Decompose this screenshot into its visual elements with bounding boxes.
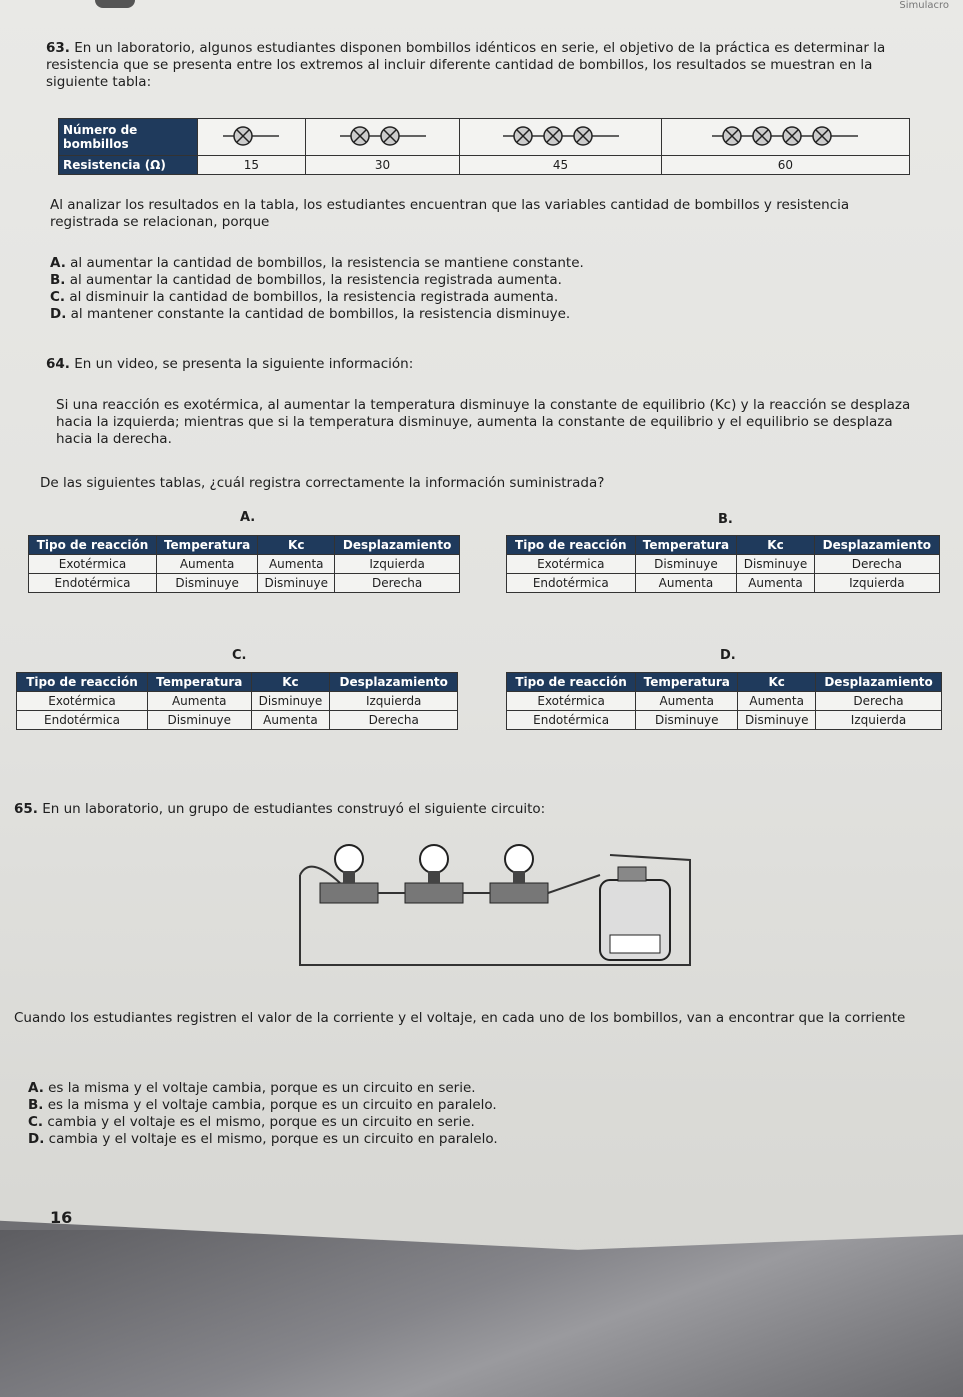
header-cell: Kc xyxy=(251,673,330,692)
q64-label-a: A. xyxy=(240,510,256,525)
q64-prompt: De las siguientes tablas, ¿cuál registra correctamente la información suministrada? xyxy=(40,475,605,491)
battery-icon xyxy=(600,867,670,960)
table-cell: Disminuye xyxy=(738,711,816,730)
table-cell: Endotérmica xyxy=(29,574,157,593)
q64-table-d[interactable] xyxy=(506,672,942,730)
q65-option-a[interactable]: A. es la misma y el voltaje cambia, porque es un circuito en serie. xyxy=(28,1080,476,1096)
table-cell: Izquierda xyxy=(335,555,460,574)
header-cell: Kc xyxy=(738,673,816,692)
q65-option-d[interactable]: D. cambia y el voltaje es el mismo, porque es un circuito en paralelo. xyxy=(28,1131,498,1147)
bulb-3-icon xyxy=(490,845,548,903)
table-cell: Aumenta xyxy=(258,555,335,574)
table-cell: Aumenta xyxy=(737,574,814,593)
circuit-wire-left xyxy=(300,867,340,883)
q64-info: Si una reacción es exotérmica, al aumentar la temperatura disminuye la constante de equilibrio (Kc) y la reacción se desplaza hacia la izquierda; mientras que si la temperatura disminuye, aumenta la constante de equilibrio y el equilibrio se desplaza hacia la derecha. xyxy=(56,397,911,447)
table-cell: Endotérmica xyxy=(507,574,636,593)
table-row xyxy=(17,692,458,711)
header-cell: Temperatura xyxy=(157,536,258,555)
table-row xyxy=(17,711,458,730)
header-cell: Temperatura xyxy=(147,673,251,692)
q63-option-c[interactable]: C. al disminuir la cantidad de bombillos, la resistencia registrada aumenta. xyxy=(50,289,559,305)
table-cell: Disminuye xyxy=(737,555,814,574)
page-number: 16 xyxy=(50,1208,73,1227)
q63-option-b[interactable]: B. al aumentar la cantidad de bombillos, la resistencia registrada aumenta. xyxy=(50,272,562,288)
q64-table-a[interactable] xyxy=(28,535,460,593)
bulb-series-2-icon xyxy=(338,124,428,148)
table-row xyxy=(29,555,460,574)
q64-table-b[interactable] xyxy=(506,535,940,593)
table-cell: Exotérmica xyxy=(17,692,148,711)
header-cell: Desplazamiento xyxy=(335,536,460,555)
table-cell: Aumenta xyxy=(636,692,738,711)
q64-label-d: D. xyxy=(720,648,736,663)
table-cell: Aumenta xyxy=(738,692,816,711)
table-cell: Endotérmica xyxy=(507,711,636,730)
bulb-series-3-icon xyxy=(501,124,621,148)
table-row xyxy=(29,574,460,593)
table-cell: Derecha xyxy=(814,555,939,574)
header-cell: Tipo de reacción xyxy=(29,536,157,555)
q64-label-c: C. xyxy=(232,648,247,663)
cell-res-1: 15 xyxy=(198,156,306,175)
table-cell: Disminuye xyxy=(635,555,737,574)
table-cell: Disminuye xyxy=(251,692,330,711)
header-cell: Kc xyxy=(737,536,814,555)
header-cell: Tipo de reacción xyxy=(17,673,148,692)
table-cell: Izquierda xyxy=(816,711,942,730)
table-cell: Aumenta xyxy=(251,711,330,730)
table-cell: Aumenta xyxy=(157,555,258,574)
header-cell: Tipo de reacción xyxy=(507,673,636,692)
cell-res-3: 45 xyxy=(460,156,661,175)
table-cell: Derecha xyxy=(330,711,458,730)
q63-options xyxy=(50,255,910,323)
header-cell: Tipo de reacción xyxy=(507,536,636,555)
table-cell: Disminuye xyxy=(147,711,251,730)
q63-option-d[interactable]: D. al mantener constante la cantidad de bombillos, la resistencia disminuye. xyxy=(50,306,571,322)
header-cell: Desplazamiento xyxy=(814,536,939,555)
table-cell: Exotérmica xyxy=(507,555,636,574)
table-row xyxy=(507,555,940,574)
cell-res-4: 60 xyxy=(661,156,909,175)
table-cell: Derecha xyxy=(816,692,942,711)
bulb-series-4-icon xyxy=(710,124,860,148)
table-cell: Exotérmica xyxy=(507,692,636,711)
table-cell: Disminuye xyxy=(157,574,258,593)
cell-bulbs-3 xyxy=(460,119,661,156)
row-label-bulbs: Número de bombillos xyxy=(59,119,198,156)
q65-prompt: Cuando los estudiantes registren el valor de la corriente y el voltaje, en cada uno de los bombillos, van a encontrar que la corriente xyxy=(14,1010,906,1026)
table-cell: Endotérmica xyxy=(17,711,148,730)
q63-prompt: Al analizar los resultados en la tabla, los estudiantes encuentran que las variables cantidad de bombillos y resistencia registrada se relacionan, porque xyxy=(50,197,850,230)
background-surface xyxy=(0,1230,963,1397)
q63-number: 63. xyxy=(46,40,70,56)
q65-stem: 65. En un laboratorio, un grupo de estudiantes construyó el siguiente circuito: xyxy=(14,801,546,817)
bulb-series-1-icon xyxy=(221,124,281,148)
q65-options xyxy=(28,1080,928,1148)
table-cell: Aumenta xyxy=(147,692,251,711)
q64-table-c[interactable] xyxy=(16,672,458,730)
header-cell: Desplazamiento xyxy=(816,673,942,692)
table-row xyxy=(507,692,942,711)
q63-option-a[interactable]: A. al aumentar la cantidad de bombillos, la resistencia se mantiene constante. xyxy=(50,255,584,271)
row-label-resistance: Resistencia (Ω) xyxy=(59,156,198,175)
header-simulacro: Simulacro xyxy=(899,0,949,11)
q63-table xyxy=(58,118,910,175)
header-cell: Temperatura xyxy=(636,673,738,692)
table-row xyxy=(507,711,942,730)
header-cell: Temperatura xyxy=(635,536,737,555)
q63-stem-text: En un laboratorio, algunos estudiantes disponen bombillos idénticos en serie, el objetivo de la práctica es determinar la resistencia que se presenta entre los extremos al incluir diferente cantidad de bombillos, los resultados se muestran en la siguiente tabla: xyxy=(46,40,886,90)
header-cell: Kc xyxy=(258,536,335,555)
bulb-2-icon xyxy=(405,845,463,903)
cell-bulbs-1 xyxy=(198,119,306,156)
table-row xyxy=(507,574,940,593)
q64-stem: 64. En un video, se presenta la siguiente información: xyxy=(46,356,414,372)
table-cell: Izquierda xyxy=(814,574,939,593)
page-corner-mark xyxy=(95,0,135,8)
q65-option-c[interactable]: C. cambia y el voltaje es el mismo, porque es un circuito en serie. xyxy=(28,1114,475,1130)
cell-res-2: 30 xyxy=(305,156,460,175)
q64-label-b: B. xyxy=(718,512,733,527)
table-cell: Disminuye xyxy=(636,711,738,730)
table-cell: Disminuye xyxy=(258,574,335,593)
circuit-diagram xyxy=(280,835,700,985)
table-cell: Derecha xyxy=(335,574,460,593)
table-cell: Izquierda xyxy=(330,692,458,711)
q63-stem xyxy=(46,40,916,91)
cell-bulbs-4 xyxy=(661,119,909,156)
q65-option-b[interactable]: B. es la misma y el voltaje cambia, porque es un circuito en paralelo. xyxy=(28,1097,497,1113)
table-cell: Aumenta xyxy=(635,574,737,593)
header-cell: Desplazamiento xyxy=(330,673,458,692)
table-cell: Exotérmica xyxy=(29,555,157,574)
cell-bulbs-2 xyxy=(305,119,460,156)
